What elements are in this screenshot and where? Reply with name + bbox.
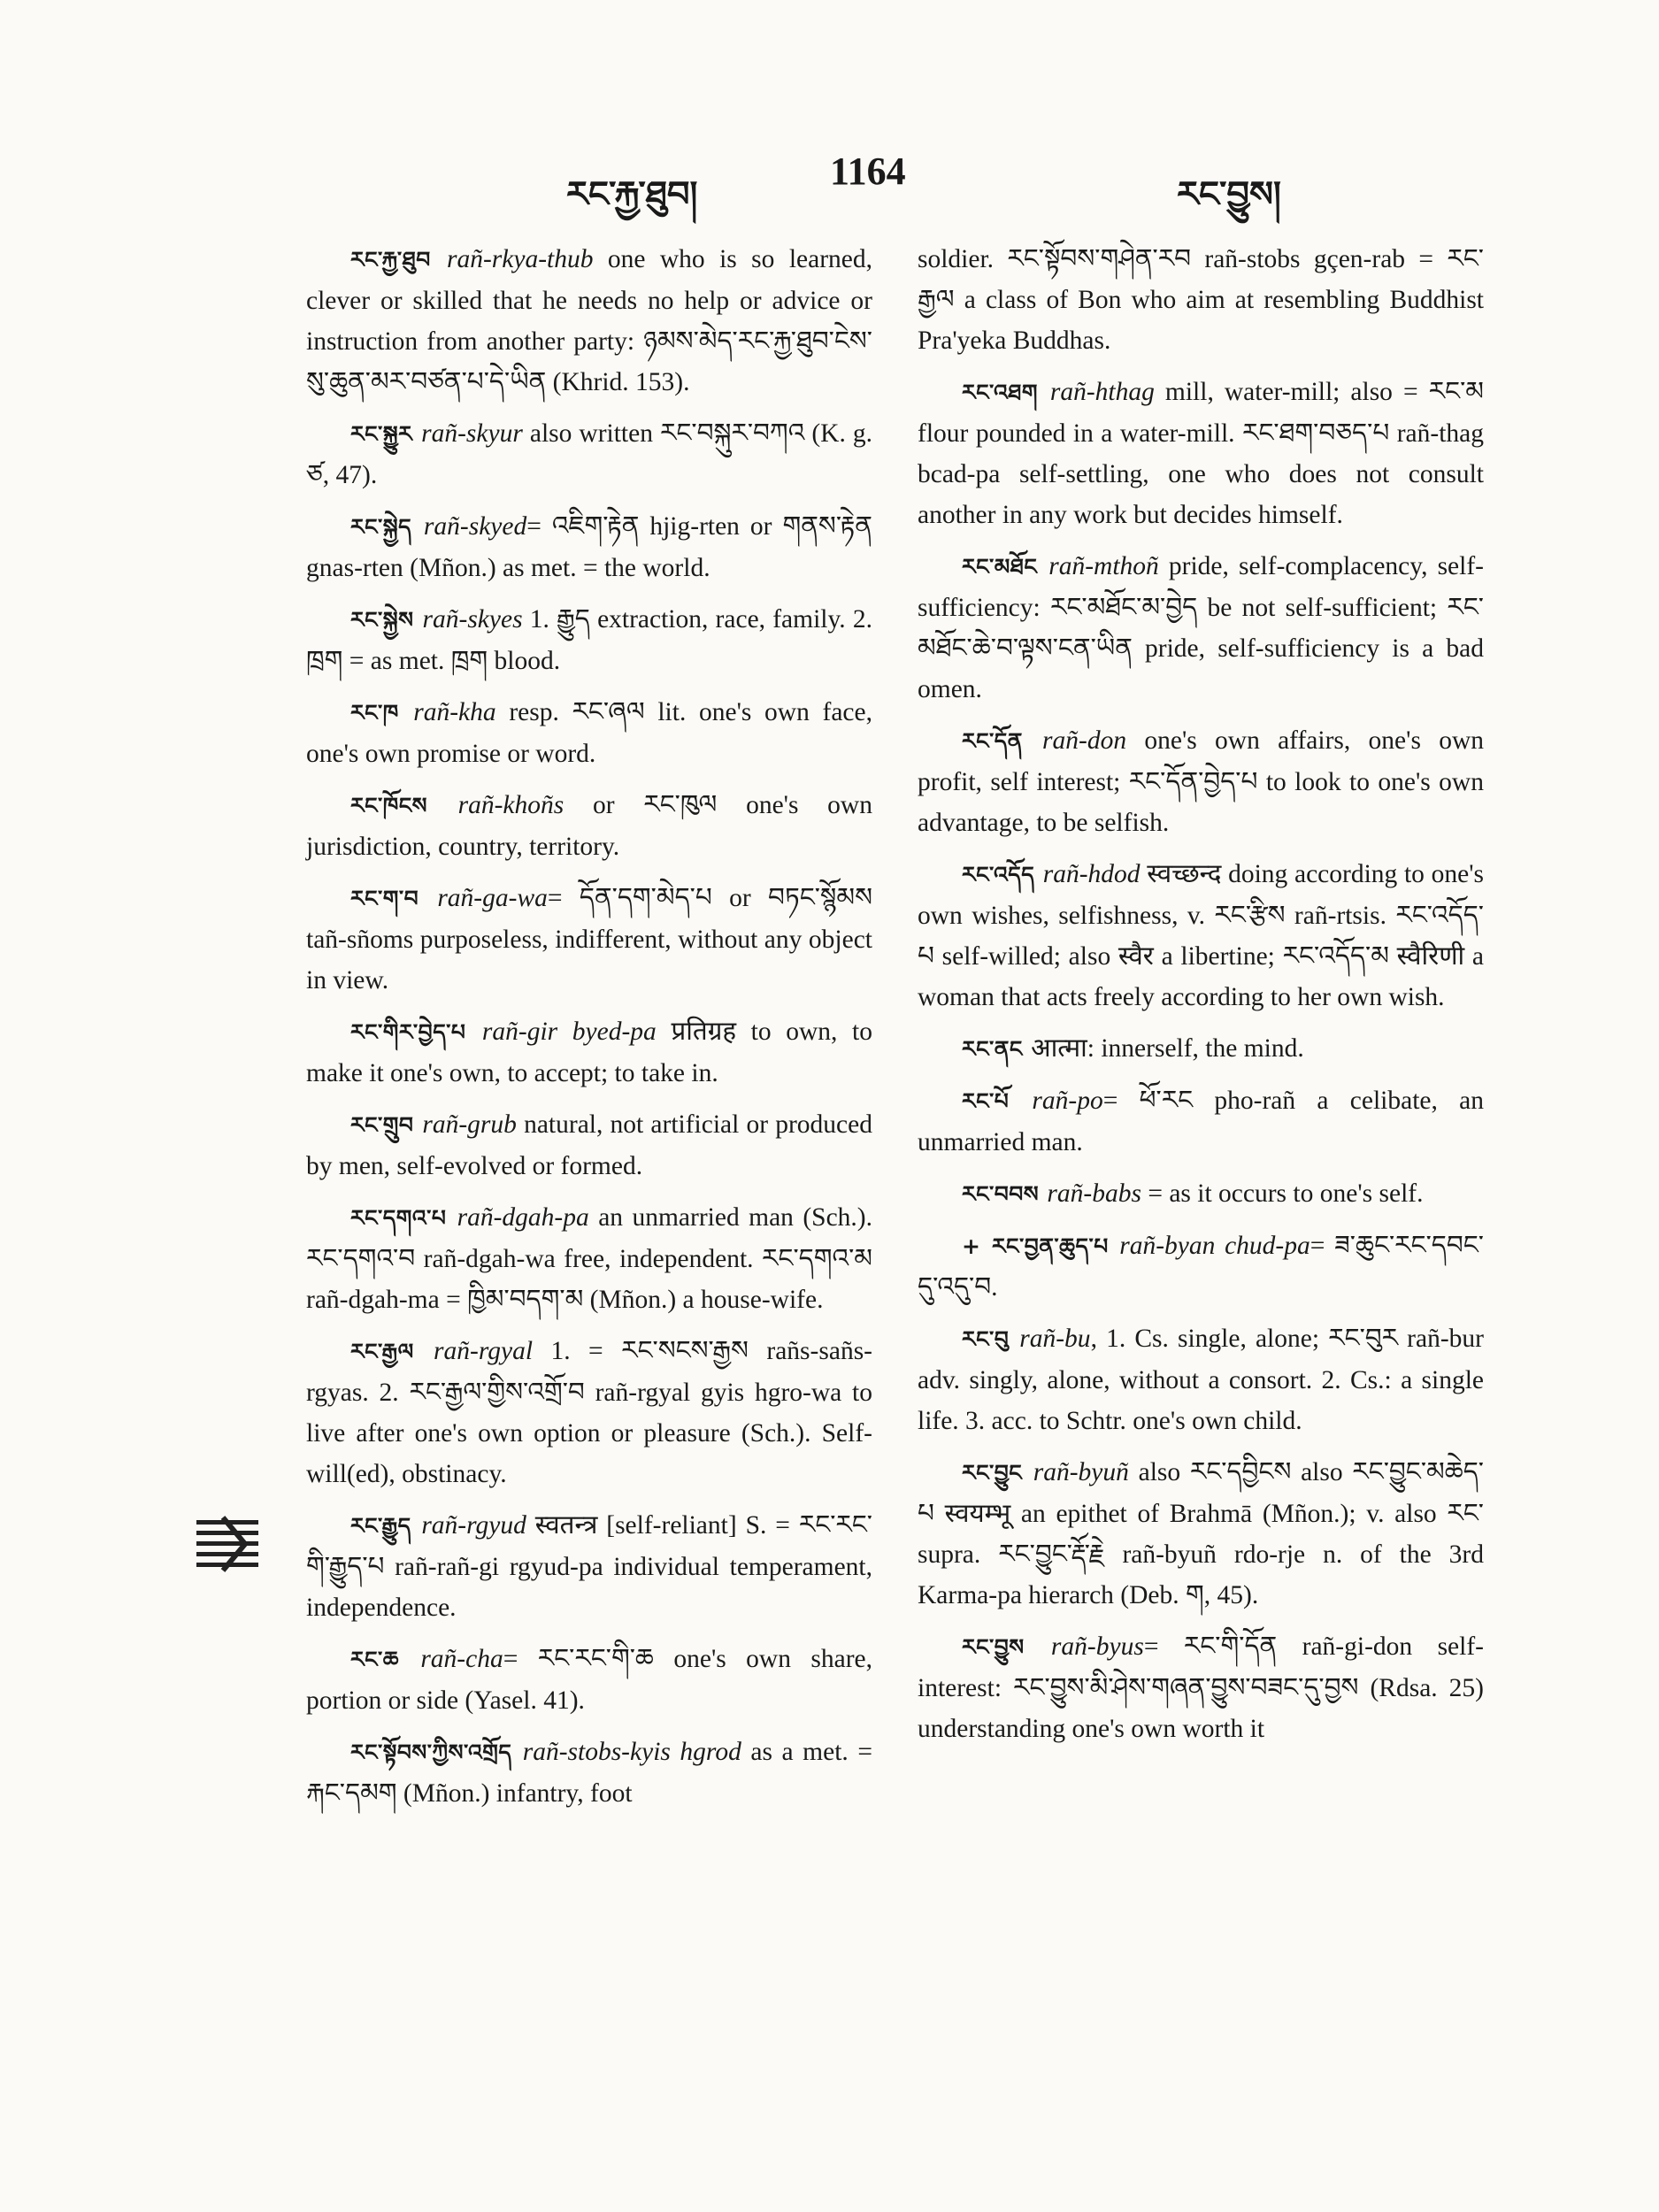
entry-definition: स्वच्छन्द doing according to one's own wishes, selfishness, v. རང་རྩིས rañ-rtsis. རང་འདོད་པ self-willed; also स्वैर a libertine; རང་འདོད་མ स्वैरिणी a woman that acts freely according to her own wish.	[918, 860, 1484, 1011]
entry-transliteration: rañ-grub	[422, 1110, 517, 1139]
dictionary-entry	[306, 692, 872, 774]
entry-headword-tibetan: རང་འཐག	[962, 380, 1050, 405]
right-column	[918, 239, 1484, 1760]
entry-transliteration: rañ-stobs-kyis hgrod	[522, 1738, 741, 1766]
entry-headword-tibetan: རང་གྲུབ	[350, 1112, 423, 1138]
entry-headword-tibetan: + རང་བྱན་ཆུད་པ	[962, 1233, 1120, 1259]
entry-transliteration: rañ-skyur	[421, 419, 523, 448]
entry-headword-tibetan: རང་ཆ	[350, 1647, 421, 1672]
entry-transliteration: rañ-kha	[413, 698, 496, 726]
dictionary-entry	[918, 1452, 1484, 1616]
entry-headword-tibetan: རང་སྐྱུར	[350, 421, 422, 447]
entry-headword-tibetan: རང་སྐྱེད	[350, 514, 424, 540]
dictionary-entry	[918, 239, 1484, 361]
dictionary-entry	[918, 854, 1484, 1018]
entry-definition: also written རང་བསྐུར་བཀའ (K. g. ཙ, 47).	[306, 419, 873, 489]
entry-transliteration: rañ-byus	[1050, 1632, 1144, 1661]
entry-definition: 1. རྒྱུད extraction, race, family. 2. ཁྲག = as met. ཁྲག blood.	[306, 605, 872, 675]
dictionary-entry	[306, 1639, 872, 1721]
entry-definition: = རང་གི་དོན rañ-gi-don self-interest: རང་བྱུས་མི་ཤེས་གཞན་བྱུས་བཟང་དུ་བྱས (Rdsa. 25) understanding one's own worth it	[918, 1632, 1484, 1743]
entry-headword-tibetan: རང་ནང	[962, 1036, 1032, 1062]
entry-definition: स्वतन्त्र [self-reliant] S. = རང་རང་གི་རྒྱུད་པ rañ-rañ-gi rgyud-pa individual temperament, independence.	[306, 1511, 873, 1622]
entry-headword-tibetan: རང་སྐྱེས	[350, 607, 423, 633]
entry-definition: also རང་དབྱིངས also རང་བྱུང་མཆེད་པ स्वयम्भू an epithet of Brahmā (Mñon.); v. also རང་ supra. རང་བྱུང་རྡོ་རྗེ rañ-byuñ rdo-rje n. of the 3rd Karma-pa hierarch (Deb. ག, 45).	[918, 1458, 1484, 1609]
entry-transliteration: rañ-cha	[420, 1645, 503, 1673]
entry-headword-tibetan: རང་པོ	[962, 1088, 1033, 1114]
entry-headword-tibetan: རང་བྱུང	[962, 1460, 1033, 1486]
dictionary-entry	[306, 1011, 872, 1094]
entry-headword-tibetan: རང་འདོད	[962, 862, 1043, 887]
entry-transliteration: rañ-rkya-thub	[446, 245, 594, 273]
dictionary-entry	[918, 720, 1484, 843]
entry-definition: one's own affairs, one's own profit, self interest; རང་དོན་བྱེད་པ to look to one's own advantage, to be selfish.	[918, 726, 1485, 837]
entry-transliteration: rañ-po	[1032, 1087, 1103, 1115]
dictionary-entry	[306, 878, 872, 1001]
entry-definition: soldier. རང་སྟོབས་གཤེན་རབ rañ-stobs gçen-rab = རང་རྒྱལ a class of Bon who aim at resembling Buddhist Pra'yeka Buddhas.	[918, 245, 1484, 355]
entry-headword-tibetan: རང་རྒྱལ	[350, 1339, 434, 1364]
entry-definition: pride, self-complacency, self-sufficiency: རང་མཐོང་མ་བྱེད be not self-sufficient; རང་མཐོང་ཆེ་བ་ལྟས་ངན་ཡིན pride, self-sufficiency is a bad omen.	[918, 552, 1484, 703]
running-header	[301, 149, 1486, 215]
entry-definition: = as it occurs to one's self.	[1141, 1179, 1424, 1208]
entry-transliteration: rañ-bu	[1019, 1325, 1091, 1353]
entry-definition: natural, not artificial or produced by men, self-evolved or formed.	[306, 1110, 872, 1180]
header-left-headword: རང་རྐྱ་ཐུབ།	[566, 173, 698, 215]
dictionary-entry	[918, 372, 1484, 535]
margin-glyph-icon	[196, 1513, 258, 1575]
entry-headword-tibetan: རང་མཐོང	[962, 554, 1049, 580]
dictionary-entry	[306, 785, 872, 867]
dictionary-entry	[306, 506, 872, 588]
entry-definition: as a met. = རྐང་དམག (Mñon.) infantry, foot	[306, 1738, 872, 1808]
entry-headword-tibetan: རང་རྒྱུད	[350, 1513, 422, 1539]
entry-transliteration: rañ-byan chud-pa	[1119, 1232, 1310, 1260]
entry-definition: mill, water-mill; also = རང་མ flour pounded in a water-mill. རང་ཐག་བཅད་པ rañ-thag bcad-pa self-settling, one who does not consult another in any work but decides himself.	[918, 378, 1484, 529]
dictionary-entry	[918, 1626, 1484, 1749]
entry-transliteration: rañ-rgyal	[434, 1337, 534, 1365]
entry-transliteration: rañ-skyed	[423, 512, 527, 541]
entry-definition: , 1. Cs. single, alone; རང་བུར rañ-bur adv. singly, alone, without a consort. 2. Cs.: a single life. 3. acc. to Schtr. one's own child.	[918, 1325, 1485, 1435]
header-right-headword: རང་བྱུས།	[1177, 173, 1281, 215]
dictionary-entry	[306, 1505, 872, 1628]
entry-transliteration: rañ-babs	[1047, 1179, 1141, 1208]
entry-transliteration: rañ-hdod	[1042, 860, 1141, 888]
entry-definition: 1. = རང་སངས་རྒྱས rañs-sañs-rgyas. 2. རང་རྒྱལ་གྱིས་འགྲོ་བ rañ-rgyal gyis hgro-wa to live after one's own option or pleasure (Sch.). Self-will(ed), obstinacy.	[306, 1337, 872, 1488]
entry-headword-tibetan: རང་དགའ་པ	[350, 1205, 457, 1231]
entry-definition: = རང་རང་གི་ཆ one's own share, portion or side (Yasel. 41).	[306, 1645, 872, 1715]
dictionary-entry	[918, 1173, 1484, 1215]
entry-definition: = དོན་དག་མེད་པ or བཏང་སྙོམས tañ-sñoms purposeless, indifferent, without any object in view.	[306, 884, 872, 995]
dictionary-entry	[306, 1104, 872, 1187]
entry-transliteration: rañ-khoñs	[457, 791, 565, 819]
entry-headword-tibetan: རང་བྱུས	[962, 1634, 1051, 1660]
page-number: 1164	[830, 150, 906, 193]
left-column	[306, 239, 872, 1824]
entry-headword-tibetan: རང་སྟོབས་ཀྱིས་འགྲོད	[350, 1740, 523, 1765]
entry-definition: one who is so learned, clever or skilled that he needs no help or advice or instruction from another party: ཉམས་མེད་རང་རྐྱ་ཐུབ་ངེས་སུ་ཆུན་མར་བཙན་པ་དེ་ཡིན (Khrid. 153).	[306, 245, 872, 396]
entry-definition: आत्मा: innerself, the mind.	[1031, 1034, 1304, 1063]
dictionary-entry	[918, 1318, 1484, 1441]
entry-definition: = ཕོ་རང pho-rañ a celibate, an unmarried man.	[918, 1087, 1484, 1156]
entry-headword-tibetan: རང་དོན	[962, 728, 1043, 754]
entry-definition: = ཟ་ཆུང་རང་དབང་དུ་འདུ་བ.	[918, 1232, 1484, 1302]
entry-transliteration: rañ-skyes	[422, 605, 523, 634]
entry-transliteration: rañ-ga-wa	[437, 884, 548, 912]
dictionary-entry	[918, 1080, 1484, 1163]
entry-definition: or རང་ཁུལ one's own jurisdiction, country, territory.	[306, 791, 872, 861]
entry-headword-tibetan: རང་རྐྱ་ཐུབ	[350, 247, 447, 273]
dictionary-entry	[306, 1331, 872, 1494]
entry-headword-tibetan: རང་བབས	[962, 1181, 1048, 1207]
dictionary-entry	[918, 1225, 1484, 1308]
entry-headword-tibetan: རང་གིར་བྱེད་པ	[350, 1019, 482, 1045]
entry-transliteration: rañ-byuñ	[1033, 1458, 1129, 1486]
dictionary-entry	[306, 413, 872, 495]
entry-headword-tibetan: རང་ཁོངས	[350, 793, 458, 818]
entry-definition: an unmarried man (Sch.). རང་དགའ་བ rañ-dgah-wa free, independent. རང་དགའ་མ rañ-dgah-ma = ཁྱིམ་བདག་མ (Mñon.) a house-wife.	[306, 1203, 872, 1314]
entry-transliteration: rañ-hthag	[1049, 378, 1155, 406]
entry-transliteration: rañ-don	[1042, 726, 1127, 755]
dictionary-entry	[306, 1197, 872, 1320]
entry-headword-tibetan: རང་ག་བ	[350, 886, 438, 911]
entry-transliteration: rañ-gir byed-pa	[481, 1018, 657, 1046]
entry-transliteration: rañ-dgah-pa	[457, 1203, 589, 1232]
entry-transliteration: rañ-rgyud	[421, 1511, 526, 1540]
entry-definition: = འཇིག་རྟེན hjig-rten or གནས་རྟེན gnas-rten (Mñon.) as met. = the world.	[306, 512, 872, 582]
dictionary-entry	[918, 1028, 1484, 1070]
entry-headword-tibetan: རང་བུ	[962, 1326, 1020, 1352]
entry-transliteration: rañ-mthoñ	[1048, 552, 1159, 580]
entry-headword-tibetan: རང་ཁ	[350, 700, 414, 726]
dictionary-entry	[306, 1732, 872, 1814]
entry-definition: प्रतिग्रह to own, to make it one's own, to accept; to take in.	[306, 1018, 872, 1087]
dictionary-entry	[306, 599, 872, 681]
dictionary-entry	[306, 239, 872, 403]
entry-definition: resp. རང་ཞལ lit. one's own face, one's own promise or word.	[306, 698, 872, 768]
dictionary-entry	[918, 546, 1484, 710]
